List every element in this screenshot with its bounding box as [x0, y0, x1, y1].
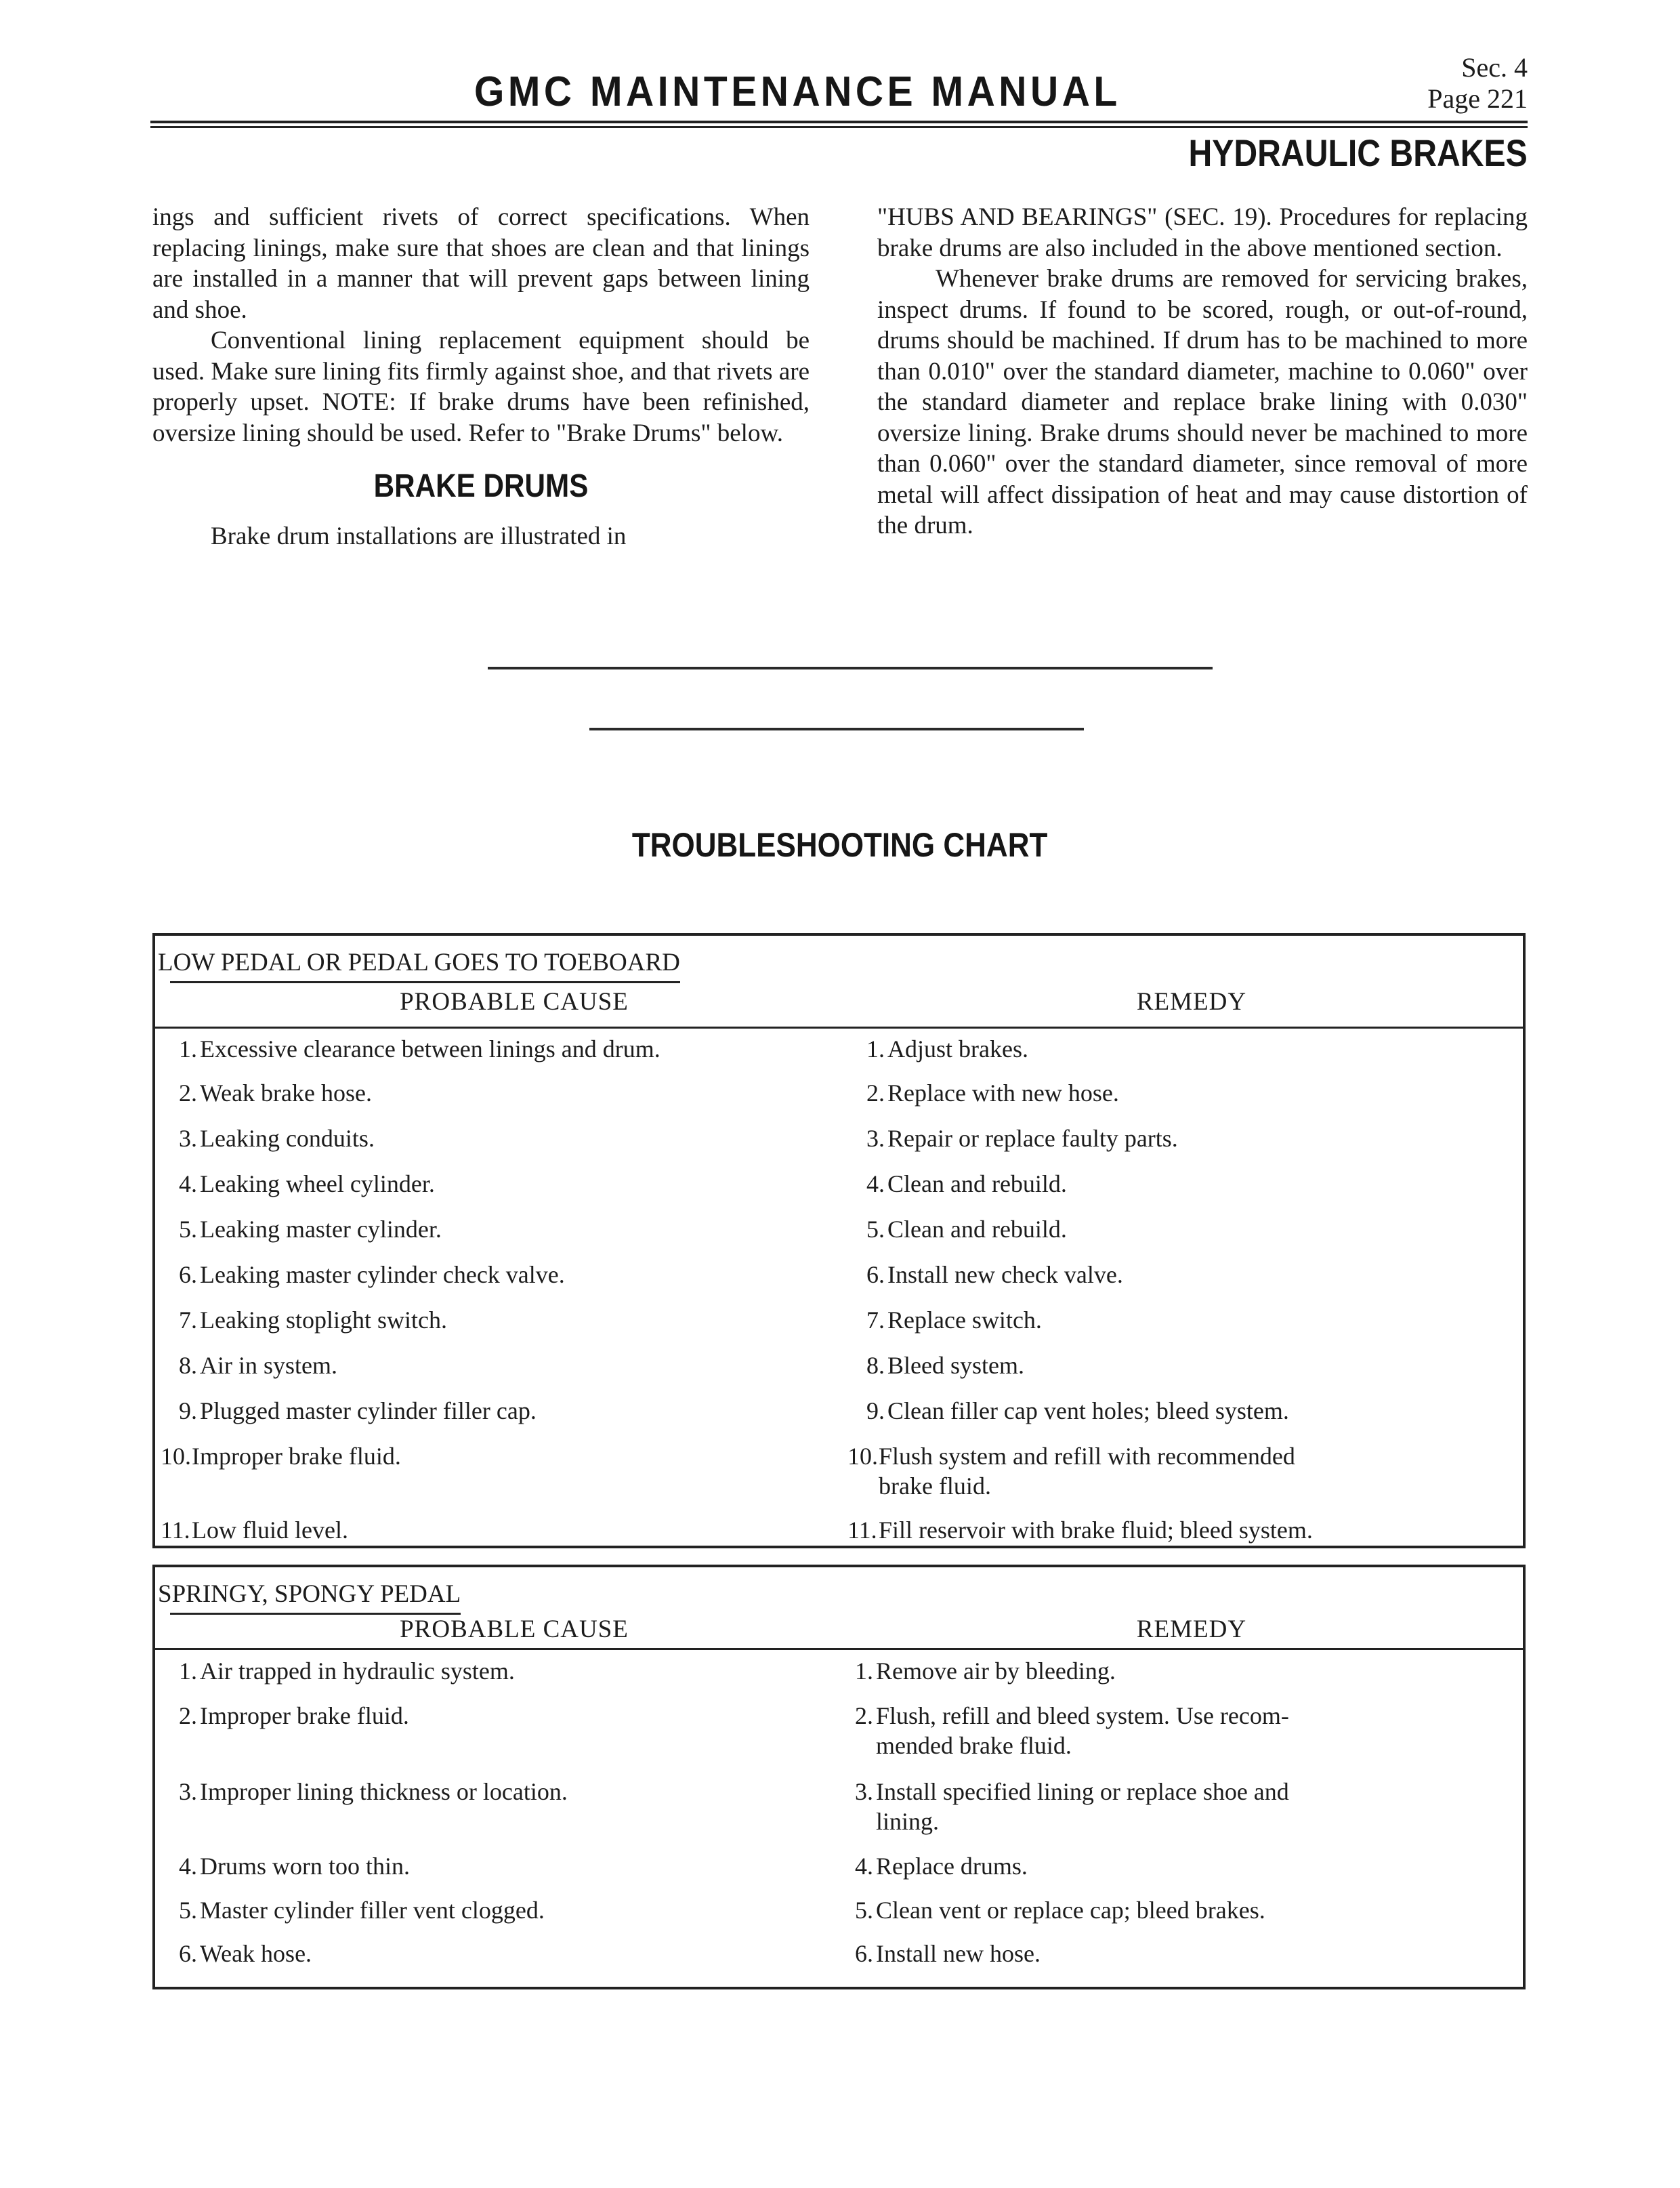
- cause-text: Leaking master cylinder check valve.: [200, 1261, 565, 1288]
- remedy-text: Replace switch.: [887, 1306, 1042, 1334]
- remedy-text: Install new hose.: [876, 1940, 1041, 1967]
- row-number: 5.: [179, 1216, 197, 1243]
- remedy-cell: [856, 1350, 1479, 1380]
- remedy-cell: [856, 1169, 1479, 1199]
- column-header-remedy: REMEDY: [1136, 988, 1247, 1016]
- manual-title: GMC MAINTENANCE MANUAL: [474, 68, 1121, 115]
- header-double-rule: [150, 121, 1528, 128]
- remedy-cell: [847, 1515, 1471, 1545]
- table-row: [155, 1305, 1523, 1350]
- header-divider: [155, 1648, 1523, 1650]
- row-number: 2.: [855, 1702, 873, 1729]
- troubleshooting-chart-title: [0, 825, 1680, 865]
- remedy-text: Replace with new hose.: [887, 1079, 1119, 1107]
- remedy-cell: [856, 1305, 1479, 1335]
- row-number: 2.: [179, 1079, 197, 1107]
- remedy-text-continued: mended brake fluid.: [876, 1732, 1072, 1759]
- table-row: [155, 1656, 1523, 1701]
- column-header-remedy: REMEDY: [1136, 1615, 1247, 1643]
- remedy-text: Adjust brakes.: [887, 1035, 1028, 1062]
- remedy-cell: [856, 1260, 1479, 1289]
- remedy-text: Flush, refill and bleed system. Use recom-: [876, 1702, 1289, 1729]
- left-paragraph-1: ings and sufficient rivets of correct specifications. When replacing linings, make sure that shoes are clean and that linings are installed in a manner that will prevent gaps between lining and shoe.: [152, 203, 810, 324]
- right-paragraph-1: "HUBS AND BEARINGS" (SEC. 19). Procedures for replacing brake drums are also included in the above mentioned section.: [877, 203, 1528, 262]
- section-title: HYDRAULIC BRAKES: [1188, 131, 1528, 174]
- cause-cell: [169, 1214, 846, 1244]
- left-paragraph-3: Brake drum installations are illustrated in: [211, 522, 627, 550]
- remedy-text: Remove air by bleeding.: [876, 1657, 1116, 1685]
- remedy-text-continued: lining.: [876, 1808, 940, 1835]
- remedy-text: Replace drums.: [876, 1853, 1028, 1880]
- remedy-text: Repair or replace faulty parts.: [887, 1125, 1178, 1152]
- cause-text: Air trapped in hydraulic system.: [200, 1657, 515, 1685]
- cause-text: Improper lining thickness or location.: [200, 1778, 568, 1805]
- table-row: [155, 1260, 1523, 1305]
- right-paragraph-2: Whenever brake drums are removed for servicing brakes, inspect drums. If found to be scored, rough, or out-of-round, drums should be machined. If drum has to be machined to more than 0.010" over the standard diameter, machine to 0.060" over the standard diameter and replace brake lining with 0.030" oversize lining. Brake drums should never be machined to more than 0.060" over the standard diameter, since removal of more metal will affect dissipation of heat and may cause distortion of the drum.: [877, 265, 1528, 539]
- row-number: 1.: [866, 1035, 885, 1062]
- table-caption: LOW PEDAL OR PEDAL GOES TO TOEBOARD: [158, 948, 680, 978]
- table-row: [155, 1701, 1523, 1777]
- table-row: [155, 1441, 1523, 1515]
- remedy-cell: [856, 1078, 1479, 1108]
- row-number: 5.: [866, 1216, 885, 1243]
- row-number: 1.: [179, 1035, 197, 1062]
- cause-cell: [169, 1123, 846, 1153]
- cause-text: Leaking stoplight switch.: [200, 1306, 447, 1334]
- row-number: 6.: [179, 1940, 197, 1967]
- left-paragraph-2: Conventional lining replacement equipment should be used. Make sure lining fits firmly against shoe, and that rivets are properly upset. NOTE: If brake drums have been refinished, oversize lining should be used. Refer to "Brake Drums" below.: [152, 327, 810, 447]
- table-rows: [155, 1034, 1523, 1556]
- row-number: 2.: [179, 1702, 197, 1729]
- column-header-probable-cause: PROBABLE CAUSE: [400, 1615, 629, 1643]
- remedy-cell: [845, 1851, 1468, 1881]
- remedy-text: Clean and rebuild.: [887, 1216, 1067, 1243]
- table-row: [155, 1169, 1523, 1214]
- row-number: 1.: [855, 1657, 873, 1685]
- cause-cell: [169, 1701, 846, 1731]
- remedy-text: Bleed system.: [887, 1352, 1024, 1379]
- cause-text: Drums worn too thin.: [200, 1853, 410, 1880]
- cause-text: Plugged master cylinder filler cap.: [200, 1397, 537, 1424]
- table-row: [155, 1895, 1523, 1939]
- row-number: 4.: [179, 1170, 197, 1197]
- remedy-text: Install specified lining or replace shoe and: [876, 1778, 1289, 1805]
- table-row: [155, 1396, 1523, 1441]
- cause-cell: [169, 1939, 846, 1968]
- row-number: 7.: [179, 1306, 197, 1334]
- row-number: 3.: [179, 1778, 197, 1805]
- remedy-text: Flush system and refill with recommended: [879, 1443, 1295, 1470]
- remedy-cell: [856, 1214, 1479, 1244]
- separator-rule-short: [589, 728, 1084, 730]
- row-number: 8.: [179, 1352, 197, 1379]
- troubleshooting-table-low-pedal: [152, 933, 1526, 1548]
- table-row: [155, 1214, 1523, 1260]
- cause-text: Low fluid level.: [192, 1516, 348, 1544]
- row-number: 6.: [866, 1261, 885, 1288]
- row-number: 3.: [866, 1125, 885, 1152]
- row-number: 9.: [866, 1397, 885, 1424]
- cause-text: Air in system.: [200, 1352, 337, 1379]
- column-header-probable-cause: PROBABLE CAUSE: [400, 988, 629, 1016]
- row-number: 6.: [179, 1261, 197, 1288]
- cause-text: Excessive clearance between linings and drum.: [200, 1035, 660, 1062]
- remedy-text: Clean vent or replace cap; bleed brakes.: [876, 1897, 1265, 1924]
- row-number: 3.: [179, 1125, 197, 1152]
- table-row: [155, 1851, 1523, 1895]
- row-number: 1.: [179, 1657, 197, 1685]
- row-number: 4.: [179, 1853, 197, 1880]
- cause-text: Improper brake fluid.: [200, 1702, 409, 1729]
- cause-cell: [169, 1656, 846, 1686]
- right-column: [877, 202, 1528, 541]
- row-number: 11.: [161, 1516, 190, 1544]
- cause-text: Weak hose.: [200, 1940, 312, 1967]
- cause-text: Leaking wheel cylinder.: [200, 1170, 435, 1197]
- table-row: [155, 1034, 1523, 1078]
- row-number: 4.: [855, 1853, 873, 1880]
- table-row: [155, 1939, 1523, 1979]
- cause-cell: [169, 1895, 846, 1925]
- section-number: Sec. 4: [1461, 52, 1528, 83]
- troubleshooting-table-spongy-pedal: [152, 1565, 1526, 1989]
- remedy-cell: [845, 1939, 1468, 1968]
- remedy-text: Install new check valve.: [887, 1261, 1123, 1288]
- remedy-cell: [845, 1895, 1468, 1925]
- remedy-cell: [856, 1123, 1479, 1153]
- remedy-cell: [845, 1777, 1468, 1836]
- row-number: 11.: [847, 1516, 877, 1544]
- cause-cell: [169, 1851, 846, 1881]
- row-number: 9.: [179, 1397, 197, 1424]
- troubleshooting-chart-title-text: TROUBLESHOOTING CHART: [632, 826, 1048, 864]
- remedy-cell: [847, 1441, 1471, 1501]
- remedy-text-continued: brake fluid.: [879, 1472, 991, 1500]
- cause-cell: [169, 1034, 846, 1064]
- cause-cell: [161, 1441, 838, 1471]
- row-number: 7.: [866, 1306, 885, 1334]
- remedy-cell: [856, 1034, 1479, 1064]
- cause-text: Leaking conduits.: [200, 1125, 375, 1152]
- cause-text: Weak brake hose.: [200, 1079, 372, 1107]
- cause-cell: [169, 1777, 846, 1807]
- header-divider: [155, 1027, 1523, 1029]
- cause-text: Leaking master cylinder.: [200, 1216, 442, 1243]
- row-number: 3.: [855, 1778, 873, 1805]
- page-number: Page 221: [1427, 83, 1528, 114]
- row-number: 6.: [855, 1940, 873, 1967]
- remedy-cell: [845, 1656, 1468, 1686]
- table-row: [155, 1078, 1523, 1123]
- remedy-cell: [856, 1396, 1479, 1426]
- remedy-text: Clean and rebuild.: [887, 1170, 1067, 1197]
- remedy-text: Fill reservoir with brake fluid; bleed system.: [879, 1516, 1313, 1544]
- remedy-text: Clean filler cap vent holes; bleed system.: [887, 1397, 1289, 1424]
- cause-cell: [169, 1260, 846, 1289]
- cause-cell: [169, 1078, 846, 1108]
- cause-cell: [169, 1396, 846, 1426]
- cause-cell: [169, 1305, 846, 1335]
- table-row: [155, 1777, 1523, 1851]
- table-rows: [155, 1656, 1523, 1979]
- left-column: [152, 202, 810, 552]
- row-number: 10.: [847, 1443, 878, 1470]
- table-row: [155, 1515, 1523, 1556]
- table-caption: SPRINGY, SPONGY PEDAL: [158, 1580, 461, 1610]
- remedy-cell: [845, 1701, 1468, 1760]
- row-number: 5.: [179, 1897, 197, 1924]
- cause-cell: [169, 1350, 846, 1380]
- table-row: [155, 1123, 1523, 1169]
- row-number: 5.: [855, 1897, 873, 1924]
- separator-rule-long: [488, 667, 1213, 669]
- row-number: 4.: [866, 1170, 885, 1197]
- cause-cell: [161, 1515, 838, 1545]
- table-row: [155, 1350, 1523, 1396]
- cause-text: Improper brake fluid.: [192, 1443, 401, 1470]
- cause-text: Master cylinder filler vent clogged.: [200, 1897, 545, 1924]
- cause-cell: [169, 1169, 846, 1199]
- row-number: 10.: [161, 1443, 191, 1470]
- row-number: 2.: [866, 1079, 885, 1107]
- row-number: 8.: [866, 1352, 885, 1379]
- brake-drums-heading: BRAKE DRUMS: [373, 468, 589, 504]
